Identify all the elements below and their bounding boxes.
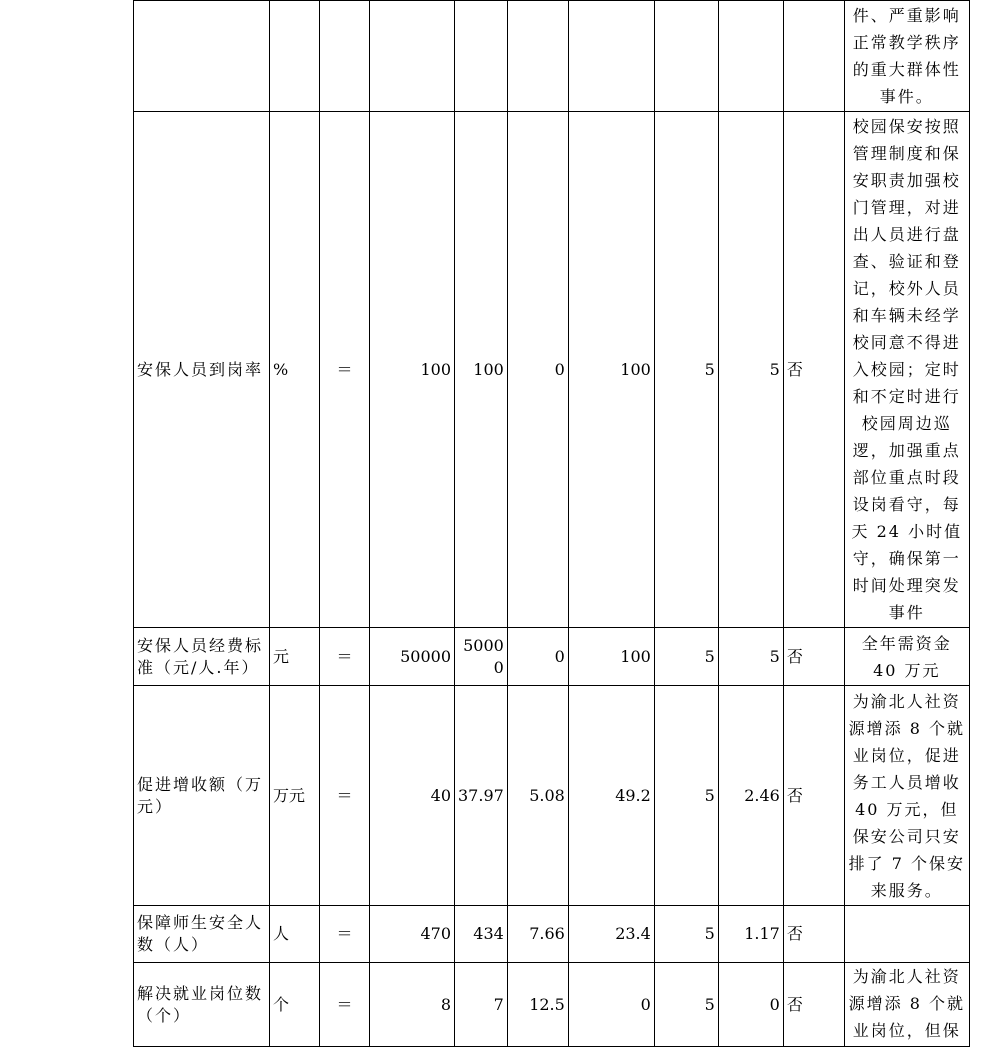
score-value: 5 — [718, 112, 783, 628]
table-row — [134, 963, 970, 1047]
unit-cell: 个 — [270, 963, 320, 1047]
score-value: 0 — [718, 963, 783, 1047]
note-cell: 件、严重影响正常教学秩序的重大群体性事件。 — [844, 1, 969, 112]
cell-empty — [507, 1, 568, 112]
actual-value: 100 — [455, 112, 508, 628]
operator-cell: ＝ — [320, 112, 370, 628]
indicator-name: 安保人员经费标准（元/人.年） — [134, 628, 270, 686]
weight-value: 5 — [654, 686, 718, 906]
operator-cell: ＝ — [320, 963, 370, 1047]
actual-value: 37.97 — [455, 686, 508, 906]
table-row — [134, 1, 970, 112]
flag-cell: 否 — [783, 628, 844, 686]
performance-table — [133, 0, 970, 1047]
unit-cell: 元 — [270, 628, 320, 686]
unit-cell: 万元 — [270, 686, 320, 906]
target-value: 50000 — [370, 628, 455, 686]
table-row — [134, 628, 970, 686]
rate-value: 100 — [568, 628, 654, 686]
deviation-value: 0 — [507, 112, 568, 628]
weight-value: 5 — [654, 963, 718, 1047]
deviation-value: 0 — [507, 628, 568, 686]
cell-empty — [654, 1, 718, 112]
cell-empty — [320, 1, 370, 112]
operator-cell: ＝ — [320, 686, 370, 906]
cell-empty — [270, 1, 320, 112]
deviation-value: 12.5 — [507, 963, 568, 1047]
weight-value: 5 — [654, 628, 718, 686]
cell-empty — [718, 1, 783, 112]
score-value: 2.46 — [718, 686, 783, 906]
unit-cell: 人 — [270, 906, 320, 963]
actual-value: 434 — [455, 906, 508, 963]
flag-cell: 否 — [783, 686, 844, 906]
rate-value: 23.4 — [568, 906, 654, 963]
table-row — [134, 686, 970, 906]
table-row — [134, 112, 970, 628]
actual-value: 7 — [455, 963, 508, 1047]
note-cell: 全年需资金 40 万元 — [844, 628, 969, 686]
weight-value: 5 — [654, 112, 718, 628]
indicator-name: 安保人员到岗率 — [134, 112, 270, 628]
flag-cell: 否 — [783, 963, 844, 1047]
indicator-name: 促进增收额（万元） — [134, 686, 270, 906]
cell-empty — [568, 1, 654, 112]
cell-empty — [134, 1, 270, 112]
note-cell — [844, 906, 969, 963]
cell-empty — [783, 1, 844, 112]
actual-value: 50000 — [455, 628, 508, 686]
note-cell: 校园保安按照管理制度和保安职责加强校门管理，对进出人员进行盘查、验证和登记，校外人员和车辆未经学校同意不得进入校园；定时和不定时进行校园周边巡逻，加强重点部位重点时段设岗看守，每天 24 小时值守，确保第一时间处理突发事件 — [844, 112, 969, 628]
rate-value: 100 — [568, 112, 654, 628]
flag-cell: 否 — [783, 112, 844, 628]
target-value: 8 — [370, 963, 455, 1047]
note-cell: 为渝北人社资源增添 8 个就业岗位，但保 — [844, 963, 969, 1047]
target-value: 470 — [370, 906, 455, 963]
indicator-name: 解决就业岗位数（个） — [134, 963, 270, 1047]
weight-value: 5 — [654, 906, 718, 963]
operator-cell: ＝ — [320, 628, 370, 686]
cell-empty — [370, 1, 455, 112]
indicator-name: 保障师生安全人数（人） — [134, 906, 270, 963]
operator-cell: ＝ — [320, 906, 370, 963]
cell-empty — [455, 1, 508, 112]
deviation-value: 5.08 — [507, 686, 568, 906]
score-value: 1.17 — [718, 906, 783, 963]
flag-cell: 否 — [783, 906, 844, 963]
note-cell: 为渝北人社资源增添 8 个就业岗位，促进务工人员增收40 万元，但保安公司只安排了 7 个保安来服务。 — [844, 686, 969, 906]
table-row — [134, 906, 970, 963]
target-value: 40 — [370, 686, 455, 906]
target-value: 100 — [370, 112, 455, 628]
rate-value: 49.2 — [568, 686, 654, 906]
score-value: 5 — [718, 628, 783, 686]
unit-cell: % — [270, 112, 320, 628]
deviation-value: 7.66 — [507, 906, 568, 963]
rate-value: 0 — [568, 963, 654, 1047]
